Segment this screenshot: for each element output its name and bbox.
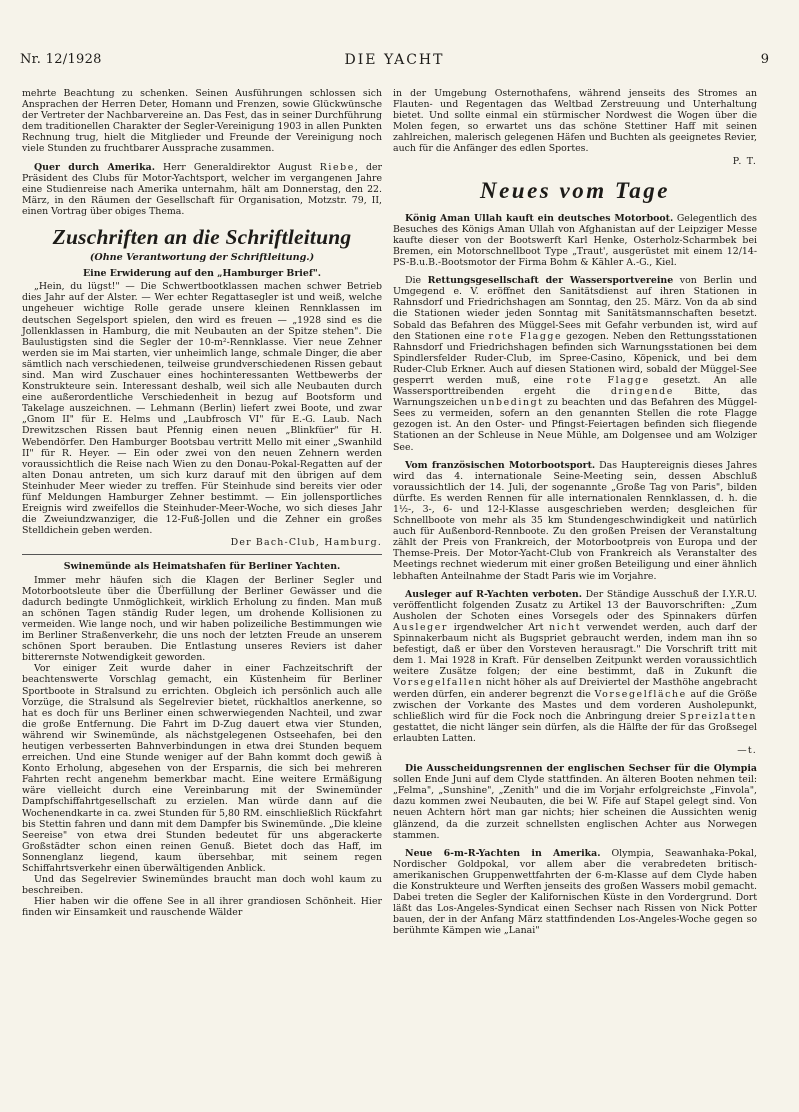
paragraph: Vor einiger Zeit wurde daher in einer Fachzeitschrift der beachtenswerte Vorschlag gemacht, ein Küstenheim für Berliner Sportboote in Stralsund zu errichten. Obgleich ich persönlich auch alle Vorzüge, die Stralsund als Segelrevier bietet, rückhaltlos anerkenne, so hat es doch für uns Berliner einen schwerwiegenden Nachteil, und zwar die große Entfernung. Die Fahrt im D-Zug dauert etwa vier Stunden, während wir Swinemünde, als nächstgelegenen Ostseehafen, bei den heutigen verbesserten Bahnverbindungen in etwa drei Stunden bequem erreichen. Und eine Stunde weniger auf der Bahn kommt doch gewiß à Konto Erholung, abgesehen von der Ersparnis, die sich bei mehreren Fahrten recht angenehm bemerkbar macht. Eine weitere Ermäßigung wäre vielleicht durch eine Vereinbarung mit der Swinemünder Dampfschiffahrtgesellschaft zu erzielen. Man würde dann auf die Wochenendkarte in ca. zwei Stunden für 5,80 RM. einschließlich Rückfahrt bis Stettin fahren und dann mit dem Dampfer bis Swinemünde. „Die kleine Seereise" von etwa drei Stunden bedeutet für uns abgerackerte Großstädter schon einen reinen Genuß. Bietet doch das Haff, im Sonnenglanz liegend, kaum übersehbar, mit seinem regen Schiffahrtsverkehr einen überwältigenden Anblick. <box>22 663 382 874</box>
article-heading: Quer durch Amerika. <box>34 161 155 173</box>
article-text: Herr Generaldirektor August <box>154 161 320 173</box>
spaced-text: Vorsegelfallen <box>393 677 483 689</box>
article-rettungsgesellschaft <box>393 275 757 453</box>
article-text: nicht höher als auf Dreiviertel der Masthöhe angebracht werden dürfen, ein anderer begrenzt die <box>393 677 757 700</box>
right-column <box>393 88 757 936</box>
person-name: Riebe <box>319 161 355 173</box>
article-text: Das Hauptereignis dieses Jahres wird das 4. internationale Seine-Meeting sein, dessen Abschluß voraussichtlich der 14. Juli, der sogenannte „Große Tag von Paris", bilden dürfte. Es werden Rennen für alle internationalen Rennklassen, d. h. die 1½-, 3-, 6- und 12-l-Klasse ausgeschrieben werden; desgleichen für Schnellboote von mehr als 35 km Stundengeschwindigkeit und natürlich auch für Außenbord-Rennboote. Zu den großen Preisen der Veranstaltung zählt der Preis von Frankreich, der Motorbootpreis von Europa und der Themse-Preis. Der Motor-Yacht-Club von Frankreich als Veranstalter des Meetings rechnet wiederum mit einer großen Beteiligung und einer ähnlich lebhaften Anteilnahme der Stadt Paris wie im Vorjahre. <box>393 459 758 582</box>
magazine-title: DIE YACHT <box>344 52 445 68</box>
article-text: Bitte, das Warnungszeichen <box>393 386 758 409</box>
article-ausleger <box>393 589 757 744</box>
spaced-text: unbedingt <box>480 397 544 409</box>
article-text: Gelegentlich des Besuches des Königs Aman Ullah von Afghanistan auf der Leipziger Messe kaufte dieser von der Bootswerft Karl Henke, Osterholz-Scharmbek bei Bremen, ein Motorschnellboot Type „Traut', ausgerüstet mit einem 12/14-PS-B.u.B.-Bootsmotor der Firma Bohm & Kähler A.-G., Kiel. <box>393 212 757 269</box>
article-text: sollen Ende Juni auf dem Clyde stattfinden. An älteren Booten nehmen teil: „Felma", „Sunshine", „Zenith" und die im Vorjahr erfolgreichste „Finvola", dazu kommen zwei Neubauten, die bei W. Fife auf Stapel gelegt sind. Von neuen Achtern hört man gar nichts; hier scheinen die Aussichten wenig glänzend, da die zurzeit schnellsten englischen Achter aus Norwegen stammen. <box>393 774 757 841</box>
article-title-swinemuende: Swinemünde als Heimatshafen für Berliner Yachten. <box>63 561 341 573</box>
article-text: von Berlin und Umgegend e. V. eröffnet den Sanitätsdienst auf ihren Stationen in Rahnsdorf und Friedrichshagen am Sonntag, den 25. März. Von da ab sind die Stationen wieder jeden Sonntag mit Sanitätsmannschaften besetzt. Sobald das Befahren des Müggel-Sees mit Gefahr verbunden ist, wird auf den Stationen eine <box>393 275 758 342</box>
section-subtitle: (Ohne Verantwortung der Schriftleitung.) <box>89 252 315 264</box>
section-title-neues-vom-tage: Neues vom Tage <box>479 177 670 203</box>
issue-number: Nr. 12/1928 <box>20 52 102 67</box>
article-heading: Die Ausscheidungsrennen der englischen Sechser für die Olympia <box>405 763 757 775</box>
article-title-erwiderung: Eine Erwiderung auf den „Hamburger Brief". <box>82 268 321 280</box>
article-text: , der Präsident des Clubs für Motor-Yachtsport, welcher im vergangenen Jahre eine Studienreise nach Amerika unternahm, hält am Donnerstag, den 22. März, in den Räumen der Gesellschaft für Organisation, Motzstr. 79, II, einen Vortrag über obiges Thema. <box>22 161 382 217</box>
signature: Der Bach-Club, Hamburg. <box>230 537 382 549</box>
signature: —t. <box>737 744 757 756</box>
article-heading: Rettungsgesellschaft der Wassersportvereine <box>427 275 674 287</box>
paragraph: in der Umgebung Osternothafens, während jenseits des Stromes an Flauten- und Regentagen das Weltbad Zerstreuung und Unterhaltung bietet. Und sollte einmal ein stürmischer Nordwest die Wogen über die Molen fegen, so erwartet uns das schöne Stettiner Haff mit seinen zahlreichen, malerisch gelegenen Häfen und Buchten als geeignetes Revier, auch für die Anfänger des edlen Sportes. <box>393 88 757 155</box>
article-text: gestattet, die nicht länger sein dürfen, als die Hälfte der für das Großsegel erlaubten Latten. <box>393 721 757 744</box>
article-ausscheidungsrennen <box>393 763 757 841</box>
paragraph: Hier haben wir die offene See in all ihrer grandiosen Schönheit. Hier finden wir Einsamkeit und rauschende Wälder <box>22 896 382 919</box>
article-text: Die <box>405 275 428 287</box>
article-text: verwendet werden, auch darf der Spinnakerbaum nicht als Bugspriet gebraucht werden, indem man ihn so befestigt, daß er über den Vorsteven herausragt." Die Vorschrift tritt mit dem 1. Mai 1928 in Kraft. Für denselben Zeitpunkt werden voraussichtlich weitere Zusätze folgen; der eine bestimmt, daß in Zukunft die <box>393 621 757 678</box>
paragraph: mehrte Beachtung zu schenken. Seinen Ausführungen schlossen sich Ansprachen der Herren Deter, Homann und Frenzen, sowie Glückwünsche der Vertreter der Nachbarvereine an. Das Fest, das in seiner Durchführung dem traditionellen Charakter der Segler-Vereinigung 1903 in allen Punkten Rechnung trug, hielt die Mitglieder und Freunde der Vereinigung noch viele Stunden zu fruchtbarer Aussprache zusammen. <box>22 88 382 155</box>
article-text: zu beachten und das Befahren des Müggel-Sees zu vermeiden, sofern an den genannten Stellen die rote Flagge gezogen ist. An den Oster- und Pfingst-Feiertagen befinden sich fliegende Stationen an der Schleuse in Neue Mühle, am Dolgensee und am Wolziger See. <box>393 397 757 453</box>
left-column <box>22 88 382 918</box>
article-text: gesetzt. An alle Wassersporttreibenden ergeht die <box>393 374 758 398</box>
article-text: Olympia, Seawanhaka-Pokal, Nordischer Goldpokal, vor allem aber die verabredeten britisch-amerikanischen Gruppenwettfahrten der 6-m-Klasse auf dem Clyde haben die Konstrukteure und Werften jenseits des großen Wassers mobil gemacht. Dabei treten die Segler der Kalifornischen Küste in den Vordergrund. Dort läßt das Los-Angeles-Syndicat einen Sechser nach Rissen von Nick Potter bauen, der in der Anfang März stattfindenden Los-Angeles-Woche gegen so berühmte Kämpen wie „Lanai" <box>393 847 757 937</box>
spaced-text: dringende <box>610 386 674 398</box>
section-title-zuschriften: Zuschriften an die Schriftleitung <box>52 225 352 250</box>
spaced-text: Vorsegelfläche <box>594 688 687 700</box>
page-header <box>20 52 769 72</box>
spaced-text: rote Flagge <box>488 330 563 342</box>
page-number: 9 <box>760 52 769 67</box>
spaced-text: Ausleger <box>393 621 448 633</box>
article-heading: König Aman Ullah kauft ein deutsches Motorboot. <box>405 212 674 224</box>
article-heading: Neue 6-m-R-Yachten in Amerika. <box>405 847 601 859</box>
article-text: auf die Größe zwischen der Vorkante des Mastes und dem vorderen Ausholepunkt, schließlich wird für die Fock noch die Anbringung dreier <box>393 688 757 722</box>
signature: P. T. <box>732 155 757 167</box>
article-text: Der Ständige Ausschuß der I.Y.R.U. veröffentlicht folgenden Zusatz zu Artikel 13 der Bauvorschriften: „Zum Ausholen der Schoten eines Vorsegels oder des Spinnakers dürfen <box>393 588 757 622</box>
article-aman-ullah <box>393 213 757 268</box>
article-6m-yachten-amerika <box>393 848 757 937</box>
paragraph: Immer mehr häufen sich die Klagen der Berliner Segler und Motorbootsleute über die Überfüllung der Berliner Gewässer und die dadurch bedingte Unmöglichkeit, wirklich Erholung zu finden. Man muß an schönen Tagen ständig Ruder legen, um drohende Kollisionen zu vermeiden. Wie lange noch, und wir haben polizeiliche Bestimmungen wie im Berliner Straßenverkehr, die uns noch der letzten Freude an unserem schönen Sport berauben. Die Entlastung unseres Reviers ist daher bitterernste Notwendigkeit geworden. <box>22 574 382 664</box>
spaced-text: nicht <box>549 621 582 633</box>
paragraph: Und das Segelrevier Swinemündes braucht man doch wohl kaum zu beschreiben. <box>22 874 382 897</box>
article-franzoesischer-motorbootsport <box>393 460 757 582</box>
article-text: gezogen. Neben den Rettungsstationen Rahnsdorf und Friedrichshagen befinden sich Warnungsstationen bei dem Spindlersfelder Ruder-Club, im Spree-Casino, Köpenick, und bei dem Ruder-Club Erkner. Auch auf diesen Stationen wird, sobald der Müggel-See gesperrt werden muß, eine <box>393 330 757 386</box>
article-heading: Vom französischen Motorbootsport. <box>405 459 596 471</box>
article-text: irgendwelcher Art <box>448 621 550 633</box>
spaced-text: rote Flagge <box>566 374 650 386</box>
article-heading: Ausleger auf R-Yachten verboten. <box>405 588 582 600</box>
spaced-text: Spreizlatten <box>679 710 757 722</box>
divider <box>22 554 382 555</box>
article-quer-durch-amerika <box>22 162 382 217</box>
article-body-erwiderung: „Hein, du lügst!" — Die Schwertbootklassen machen schwer Betrieb dies Jahr auf der Alster. — Wer echter Regattasegler ist und weiß, welche ungeheuer wichtige Rolle gerade unsere kleinen Rennklassen im deutschen Segelsport spielen, den wird es freuen — „1928 sind es die Jollenklassen in Hamburg, die mit Neubauten an der Spitze stehen". Die Baulustigsten sind die Segler der 10-m²-Rennklasse. Vier neue Zehner werden sie im Mai starten, vier unheimlich lange, schmale Dinger, die aber sämtlich nach verschiedenen, teilweise grundverschiedenen Rissen gebaut sind. Man wird Zuschauer eines hochinteressanten Wettbewerbs der Konstrukteure sein. Interessant deshalb, weil sich alle Neubauten durch eine außerordentliche Verschiedenheit in bezug auf Bootsform und Takelage auszeichnen. — Lehmann (Berlin) liefert zwei Boote, und zwar „Gnom II" für E. Helms und „Laubfrosch VI" für E.-G. Laub. Nach Drewitzschen Rissen baut Pfennig einen neuen „Blinkfüer" für H. Webendörfer. Den Hamburger Bootsbau vertritt Mello mit einer „Swanhild II" für R. Heyer. — Ein oder zwei von den neuen Zehnern werden voraussichtlich die Reise nach Wien zu den Donau-Pokal-Regatten auf der alten Donau antreten, um sich kurz darauf mit den übrigen auf dem Steinhuder Meer wieder zu treffen. Für Steinhude sind bereits vier oder fünf Meldungen Hamburger Zehner bestimmt. — Ein jollensportliches Ereignis wird zweifellos die Steinhuder-Meer-Woche, wo sich dieses Jahr die Zweiundzwanziger, die 12-Fuß-Jollen und die Zehner ein großes Stelldichein geben werden. <box>22 281 382 537</box>
